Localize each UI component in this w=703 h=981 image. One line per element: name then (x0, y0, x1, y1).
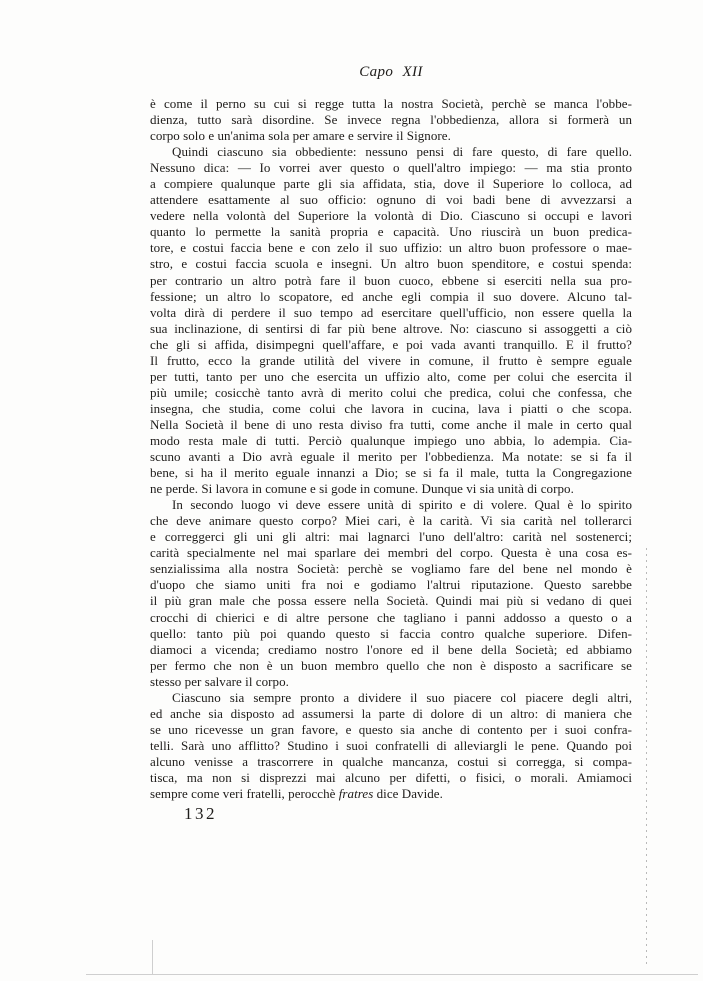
text-line (150, 353, 632, 369)
line-text: dienza, tutto sarà disordine. Se invece regna l'obbedienza, allora si formerà un (150, 112, 632, 128)
text-line (150, 561, 632, 577)
line-text: d'uopo che siamo uniti fra noi e godiamo l'altrui riputazione. Questo sarebbe (150, 577, 632, 593)
text-line (150, 112, 632, 128)
text-line (150, 96, 632, 112)
page-number: 132 (184, 804, 217, 823)
text-line (150, 738, 632, 754)
text-line (150, 321, 632, 337)
text-line (150, 273, 632, 289)
line-text: Ciascuno sia sempre pronto a dividere il suo piacere col piacere degli altri, (172, 689, 632, 705)
line-text: il più gran male che possa essere nella Società. Quindi mai più si vedano di quei (150, 593, 632, 609)
line-text: scuno avanti a Dio avrà eguale il merito per l'obbedienza. Ma notate: se si fa il (150, 449, 632, 465)
line-text: e correggerci gli uni gli altri: mai lagnarci l'uno dell'altro: carità nel sostenerci; (150, 529, 632, 545)
text-line (150, 224, 632, 240)
text-line (150, 722, 632, 738)
text-line (150, 256, 632, 272)
chapter-heading: Capo XII (359, 64, 423, 80)
line-text: tore, e costui faccia bene e con zelo il suo uffizio: un altro buon professore o mae- (150, 240, 632, 256)
text-line (150, 465, 632, 481)
text-line (150, 417, 632, 433)
line-text: per contrario un altro potrà fare il buon cuoco, ebbene si eserciti nella sua pro- (150, 272, 632, 288)
line-text: per fermo che non è un buon membro quello che non è disposto a sacrificare se (150, 657, 632, 673)
line-text: è come il perno su cui si regge tutta la nostra Società, perchè se manca l'obbe- (150, 96, 632, 111)
line-text: quanto lo permette la sanità propria e capacità. Uno riuscirà un buon predica- (150, 224, 632, 240)
text-line (150, 786, 632, 802)
line-text: se uno ricevesse un gran favore, e questo sia anche di contento per i suoi confra- (150, 721, 632, 737)
line-text: più umile; cosicchè tanto avrà di merito colui che predica, colui che confessa, che (150, 384, 632, 400)
text-line (150, 706, 632, 722)
text-line (150, 545, 632, 561)
text-line (150, 513, 632, 529)
line-text: ed anche sia disposto ad assumersi la parte di dolore di un altro: di maniera che (150, 705, 632, 721)
line-text: telli. Sarà uno afflitto? Studino i suoi confratelli di alleviargli le pene. Quando poi (150, 737, 632, 753)
italic-word: fratres (338, 786, 374, 802)
text-line (150, 674, 632, 690)
line-text: quello: tanto più poi quando questo si faccia contro qualche superiore. Difen- (150, 625, 632, 641)
text-line (150, 337, 632, 353)
line-text: corpo solo e un'anima sola per amare e servire il Signore. (150, 128, 451, 144)
line-text: sempre come veri fratelli, perocchè (150, 786, 339, 802)
line-text: bene, si ha il merito eguale innanzi a Dio; se si fa il male, tutta la Congregazione (150, 465, 632, 481)
line-text: Quindi ciascuno sia obbediente: nessuno pensi di fare questo, di fare quello. (172, 144, 632, 160)
text-line (150, 754, 632, 770)
line-text: sua inclinazione, di sentirsi di far più bene altrove. No: ciascuno si assoggetti a ciò (150, 320, 632, 336)
text-line (150, 176, 632, 192)
line-text: a compiere qualunque parte gli sia affidata, stia, dove il Superiore lo colloca, ad (150, 176, 632, 192)
text-line (150, 401, 632, 417)
text-line (150, 658, 632, 674)
line-text: vedere nella volontà del Superiore la volontà di Dio. Ciascuno si occupi e lavori (150, 208, 632, 224)
text-line (150, 497, 632, 513)
line-text: stro, e costui faccia scuola e insegni. Un altro buon spenditore, e costui spenda: (150, 256, 632, 272)
text-line (150, 770, 632, 786)
text-line (150, 385, 632, 401)
line-text: tisca, ma non si disprezzi mai alcuno per difetti, o fisici, o morali. Amiamoci (150, 769, 632, 785)
text-line (150, 529, 632, 545)
text-line (150, 593, 632, 609)
scan-edge-line-right (646, 548, 647, 968)
line-text: ne perde. Si lavora in comune e si gode in comune. Dunque vi sia unità di corpo. (150, 481, 574, 497)
text-block (150, 96, 632, 802)
text-line (150, 289, 632, 305)
text-line (150, 144, 632, 160)
line-text: insegna, che studia, come colui che lavora in cucina, lava i piatti o che scopa. (150, 400, 632, 416)
line-text: per tutti, tanto per uno che esercita un uffizio alto, come per colui che esercita il (150, 368, 632, 384)
line-text: volta dirà di perdere il suo tempo ad esercitare quell'ufficio, non essere quella la (150, 304, 632, 320)
line-text: attendere esattamente al suo officio: ognuno di voi badi bene di avvezzarsi a (150, 192, 632, 208)
text-line (150, 433, 632, 449)
line-text: carità specialmente nel mai sparlare dei membri del corpo. Questa è una cosa es- (150, 545, 632, 561)
text-line (150, 369, 632, 385)
line-text: Nessuno dica: — Io vorrei aver questo o quell'altro impiego: — ma stia pronto (150, 160, 632, 176)
text-line (150, 626, 632, 642)
text-line (150, 449, 632, 465)
line-text: Il frutto, ecco la grande utilità del vivere in comune, il frutto è sempre eguale (150, 352, 632, 368)
line-text: In secondo luogo vi deve essere unità di spirito e di volere. Qual è lo spirito (172, 497, 632, 513)
line-text: modo resta male di tutti. Perciò qualunque impiego uno abbia, lo adempia. Cia- (150, 432, 632, 448)
line-text: stesso per salvare il corpo. (150, 673, 289, 689)
line-text: Nella Società il bene di uno resta diviso fra tutti, come anche il male in certo qual (150, 416, 632, 432)
text-line (150, 577, 632, 593)
text-line (150, 240, 632, 256)
line-text: che gli si affida, disimpegni quell'affare, e poi vada avanti tranquillo. E il frutto? (150, 336, 632, 352)
line-text: crocchi di chierici e di altre persone che tagliano i panni addosso a questo o a (150, 609, 632, 625)
line-text: diamoci a vicenda; crediamo nostro l'onore ed il bene della Società; ed abbiamo (150, 641, 632, 657)
text-line (150, 192, 632, 208)
text-line (150, 208, 632, 224)
line-text: che deve animare questo corpo? Miei cari, è la carità. Vi sia carità nel tollerarci (150, 513, 632, 529)
text-line (150, 305, 632, 321)
text-line (150, 610, 632, 626)
text-line (150, 690, 632, 706)
text-line (150, 160, 632, 176)
scan-edge-line-bottom (86, 974, 698, 975)
line-text: fessione; un altro lo scopatore, ed anche egli compia il suo dovere. Alcuno tal- (150, 288, 632, 304)
text-line (150, 642, 632, 658)
text-line (150, 128, 632, 144)
line-text: senzialissima alla nostra Società: perchè se vogliamo fare del bene nel mondo è (150, 561, 632, 577)
scan-edge-line-left (152, 940, 153, 975)
line-text: alcuno venisse a trascorrere in qualche mancanza, costui si corregga, si compa- (150, 753, 632, 769)
line-text: dice Davide. (373, 786, 443, 802)
text-line (150, 481, 632, 497)
